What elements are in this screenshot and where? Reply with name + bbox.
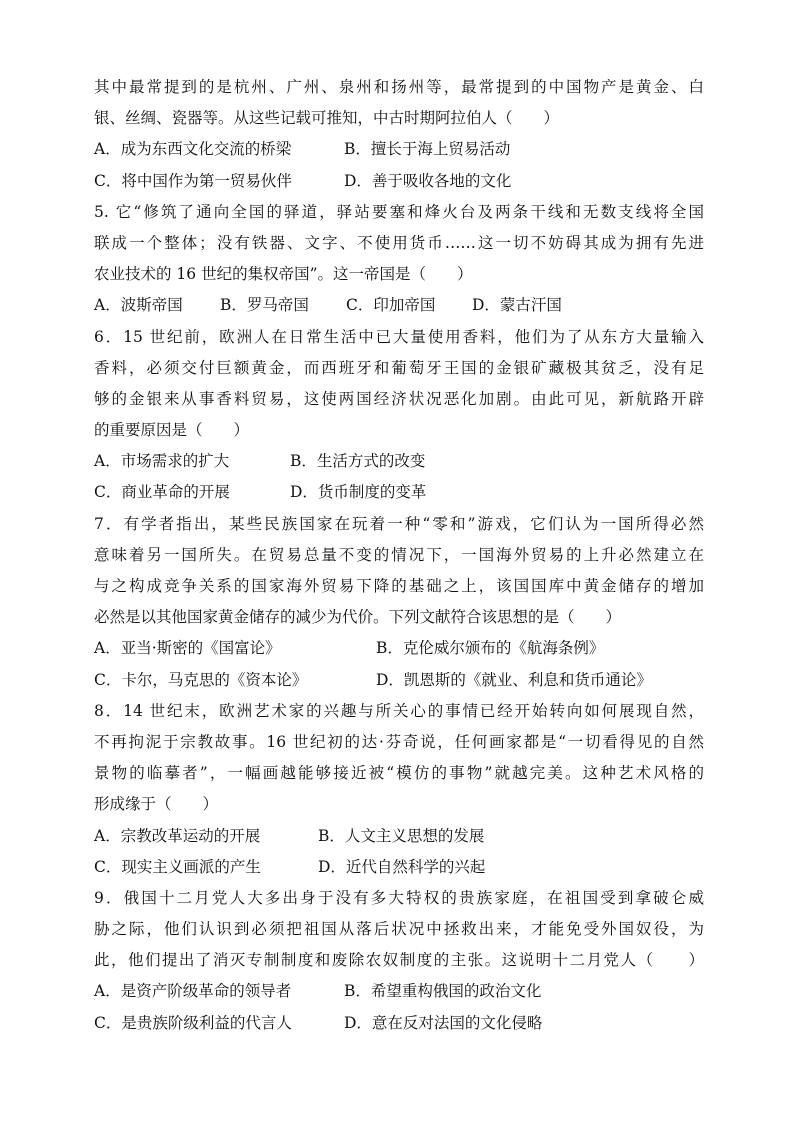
question-9-line-1: 9．俄国十二月党人大多出身于没有多大特权的贵族家庭，在祖国受到拿破仑威 [94,888,704,907]
question-9-line-3: 此，他们提出了消灭专制制度和废除农奴制度的主张。这说明十二月党人（ ） [94,951,704,970]
option-c[interactable]: C．将中国作为第一贸易伙伴 [94,171,292,190]
question-7-line-3: 与之构成竞争关系的国家海外贸易下降的基础之上，该国国库中黄金储存的增加 [94,577,704,595]
question-4-options-row-1 [94,134,704,165]
question-8 [94,696,704,883]
option-b[interactable]: B．人文主义思想的发展 [318,826,485,845]
option-d[interactable]: D．凯恩斯的《就业、利息和货币通论》 [376,670,652,689]
question-6-line-3: 够的金银来从事香料贸易，这使两国经济状况恶化加剧。由此可见，新航路开辟 [94,389,704,408]
question-5-line-3: 农业技术的 16 世纪的集权帝国”。这一帝国是（ ） [94,265,473,284]
question-7-line-1: 7．有学者指出，某些民族国家在玩着一种“零和”游戏，它们认为一国所得必然 [94,514,704,533]
option-a[interactable]: A．成为东西文化交流的桥梁 [94,140,292,159]
option-b[interactable]: B．罗马帝国 [220,296,309,315]
option-b[interactable]: B．生活方式的改变 [290,452,426,471]
question-6-options-row-2 [94,477,704,508]
option-b[interactable]: B．擅长于海上贸易活动 [344,140,511,159]
question-9 [94,883,704,1039]
option-d[interactable]: D．意在反对法国的文化侵略 [344,1013,543,1032]
option-a[interactable]: A．波斯帝国 [94,296,183,315]
question-9-line-2: 胁之际，他们认识到必须把祖国从落后状况中拯救出来，才能免受外国奴役，为 [94,920,704,939]
question-8-options-row-2 [94,852,704,883]
question-8-options-row-1 [94,821,704,852]
question-7-line-4: 必然是以其他国家黄金储存的减少为代价。下列文献符合该思想的是（ ） [94,608,622,627]
option-a[interactable]: A．市场需求的扩大 [94,452,230,471]
question-6-line-1: 6．15 世纪前，欧洲人在日常生活中已大量使用香料，他们为了从东方大量输入 [94,327,704,346]
option-d[interactable]: D．近代自然科学的兴起 [318,857,486,876]
question-8-line-3: 景物的临摹者”，一幅画越能够接近被“模仿的事物”就越完美。这种艺术风格的 [94,764,704,783]
question-7-line-2: 意味着另一国所失。在贸易总量不变的情况下，一国海外贸易的上升必然建立在 [94,545,704,564]
question-8-line-2: 不再拘泥于宗教故事。16 世纪初的达·芬奇说，任何画家都是“一切看得见的自然 [94,732,704,751]
question-7-options-row-2 [94,665,704,696]
option-d[interactable]: D．货币制度的变革 [290,483,427,502]
option-d[interactable]: D．蒙古汗国 [472,296,562,315]
option-c[interactable]: C．现实主义画派的产生 [94,857,261,876]
question-9-options-row-1 [94,976,704,1007]
option-a[interactable]: A．亚当·斯密的《国富论》 [94,639,281,658]
question-5-line-2: 联成一个整体；没有铁器、文字、不使用货币……这一切不妨碍其成为拥有先进 [94,233,704,252]
question-5-line-1: 5. 它“修筑了通向全国的驿道，驿站要塞和烽火台及两条干线和无数支线将全国 [94,202,704,221]
question-6-line-2: 香料，必须交付巨额黄金，而西班牙和葡萄牙王国的金银矿藏极其贫乏，没有足 [94,358,704,377]
option-a[interactable]: A．是资产阶级革命的领导者 [94,982,292,1001]
question-9-options-row-2 [94,1008,704,1039]
question-7 [94,509,704,696]
question-4 [94,72,704,197]
question-4-options-row-2 [94,166,704,197]
question-6 [94,322,704,509]
question-4-line-1: 其中最常提到的是杭州、广州、泉州和扬州等，最常提到的中国物产是黄金、白 [94,78,704,96]
question-8-line-1: 8．14 世纪末，欧洲艺术家的兴趣与所关心的事情已经开始转向如何展现自然， [94,701,704,720]
question-7-options-row-1 [94,633,704,664]
option-b[interactable]: B．克伦威尔颁布的《航海条例》 [376,639,605,658]
question-6-line-4: 的重要原因是（ ） [94,421,250,440]
question-list [94,72,704,1039]
option-c[interactable]: C．印加帝国 [346,296,436,315]
option-c[interactable]: C．商业革命的开展 [94,483,230,502]
question-6-options-row-1 [94,446,704,477]
question-8-line-4: 形成缘于（ ） [94,795,219,814]
option-d[interactable]: D．善于吸收各地的文化 [344,171,512,190]
option-b[interactable]: B．希望重构俄国的政治文化 [344,982,542,1001]
option-a[interactable]: A．宗教改革运动的开展 [94,826,261,845]
question-4-line-2: 银、丝绸、瓷器等。从这些记载可推知，中古时期阿拉伯人（ ） [94,109,560,128]
option-c[interactable]: C．卡尔，马克思的《资本论》 [94,670,308,689]
option-c[interactable]: C．是贵族阶级利益的代言人 [94,1013,292,1032]
question-5 [94,197,704,322]
question-5-options-row [94,290,704,321]
